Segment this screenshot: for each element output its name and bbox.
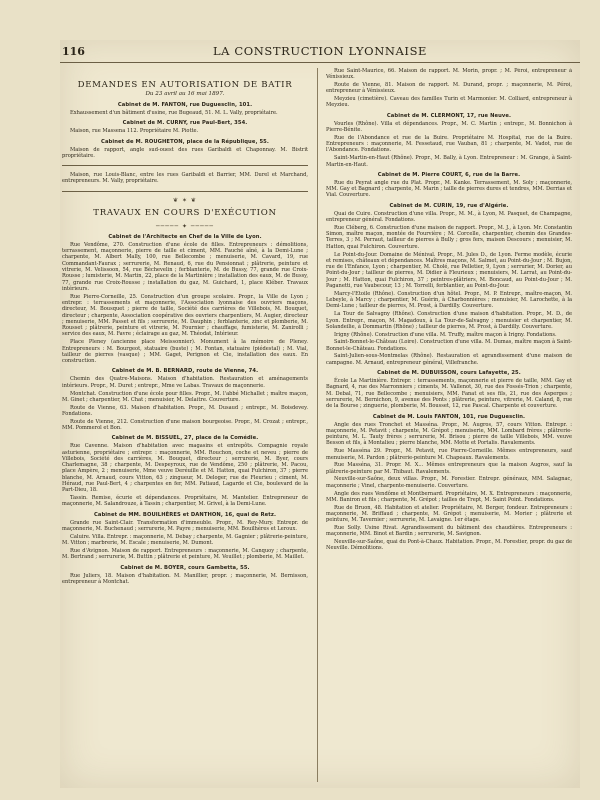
paragraph: Saint-Bonnet-le-Château (Loire). Construction d'une villa. M. Dumas, maître maçon à Saint-Bonnet-le-Château. Fondations. [326, 339, 572, 352]
paragraph: Tassin. Remise, écurie et dépendances. Propriétaire, M. Mantelier. Entrepreneur de maçonnerie, M. Salandrouze, à Tassin ; charpentier, M. Grivel, à la Demi-Lune. [62, 495, 308, 508]
paragraph: Route de Vienne, 212. Construction d'une maison bourgeoise. Propr., M. Crozat ; entrepr., MM. Pommerol et Bon. [62, 418, 308, 431]
cabinet-heading: Cabinet de M. CURIN, 19, rue d'Algérie. [389, 202, 509, 209]
paragraph: Rue Saint-Maurice, 66. Maison de rapport. M. Morin, propr. ; M. Péroi, entrepreneur à Vénissieux. [326, 68, 572, 81]
cabinet-heading: Cabinet de M. Louis FANTON, 101, rue Duguesclin. [372, 413, 526, 420]
ornament: ❦ ✶ ❦ [173, 196, 197, 204]
divider [62, 165, 308, 166]
paragraph: Angle des rues Vendôme et Montbernard. Propriétaire, M. X. Entrepreneurs : maçonnerie, MM. Baniron et fils ; charpente, M. Grépot ; tailles de Trept, M. Saint Point. Fondations. [326, 490, 572, 503]
ornament: ───── ✦ ───── [156, 222, 214, 230]
paragraph: Rue d'Avignon. Maison de rapport. Entrepreneurs : maçonnerie, M. Canquoy ; charpente, M. Bertrand ; serrurerie, M. Buttin ; plâtrerie et peinture, M. Veuillet ; plomberie, M. Maillet. [62, 547, 308, 561]
paragraph: École La Martinière. Entrepr. : terrassements, maçonnerie et pierre de taille, MM. Gay et Bagnard, 4, rue des Marronniers ; ciments, M. Vallenot, 30, rue des Fossés-Trion ; charpente, M. Debal, 71, rue Bellecombe ; menuisiers, MM. Fanat et ses fils, 21, rue des Asperges ; serrurerie, M. Bernichon, 9, avenue des Ponts ; plâtrerie, peinture, vitrerie, M. Caland, 8, rue de la Bourse ; zinguerie, plomberie, M. Bousset, 12, rue Pascal. Charpente et couverture. [326, 378, 572, 410]
left-column [62, 68, 308, 788]
cabinet-heading: Cabinet de M. B. BERNARD, route de Vienne, 74. [111, 368, 259, 375]
paragraph: Montchat. Construction d'une école pour filles. Propr., M. l'abbé Michallet ; maître maçon, M. Ginet ; charpentier, M. Chat ; menuisier, M. Delaitre. Couverture. [62, 390, 308, 403]
paragraph: Vourles (Rhône). Villa et dépendances. Propr., M. C. Martin ; entrepr., M. Bonnichon à Pierre-Bénite. [326, 120, 572, 134]
cabinet-heading: Cabinet de M. BOYER, cours Gambetta, 55. [120, 564, 250, 571]
paragraph: Place Pleney (ancienne place Meissonnier). Monument à la mémoire de Pleney. Entrepreneurs : M. Bourgeot, statuaire (buste) ; M. Fontan, statuaire (piédestal) ; M. Vial, tailleur de pierres (vasque) ; MM. Gaget, Perignon et Cie, installation des eaux. En construction. [62, 339, 308, 365]
paragraph: Marcy-l'Etoile (Rhône). Construction d'un hôtel. Propr., M. P. Entrepr., maître-maçon, M. Lebeyle, à Marcy ; charpentier, M. Guérin, à Charbonnières ; menuisier, M. Larochette, à la Demi-Lune ; tailleur de pierres, M. Prost, à Dardilly. Couverture. [326, 290, 572, 310]
page-number: 116 [62, 45, 85, 58]
paragraph: Rue Cavenne. Maison d'habitation avec magasins et entrepôts. Compagnie royale asturienne, propriétaire ; entrepr. : maçonnerie, MM. Rouchon, coche et neveu ; pierre de Villebois, Société des carrières, M. Bouquet, directeur ; serrurerie, M. Byer, cours Charlemagne, 38 ; charpente, M. Despeyroux, rue de Vendôme, 250 ; plâtrerie, M. Pacou, place Ampère, 2 ; menuiserie, Mme veuve Deréuille et M. Hatton, quai Fulchiron, 37 ; pierre blanche, M. Arnaud, cours Vitton, 63 ; zingueur, M. Deloger, rue de Fleurieu ; ciment, M. Héraud, rue Paul-Bert, 4 ; charpentes en fer, MM. Patiaud, Lagarde et Cie, boulevard de la Part-Dieu, 18. [62, 443, 308, 494]
paragraph: Rue Vendôme, 270. Construction d'une école de filles. Entrepreneurs : démolitions, terrassement, maçonnerie, pierre de taille et ciment, MM. Fauché aîné, à la Demi-Lune ; charpente, M. Albert Mally, 100, rue Bellecombe ; menuiserie, M. Cavard, 19, rue Commandant-Faurax ; serrurerie, M. Renaud, 6, rue du Pensionnat ; plâtrerie, peinture et vitrerie, M. Velissoon, 54, rue Bèchevelin ; ferblanterie, M. de Bussy, 77, grande rue Croix-Rousse ; lumisterie, M. Martin, 22, place de la Martinière ; installation des eaux, M. de Bussy, 77, grande rue Croix-Rousse ; installation du gaz, M. Guichard, 1, place Kléber. Travaux intérieurs. [62, 241, 308, 292]
paragraph: Rue Masséna, 31. Propr. M. X... Mêmes entrepreneurs que la maison Augros, sauf la plâtrerie-peinture par M. Thibaut. Ravalements. [326, 462, 572, 475]
cabinet-heading: Cabinet de M. DUBUISSON, cours Lafayette, 25. [377, 370, 521, 377]
section-title-permits: DEMANDES EN AUTORISATION DE BATIR [77, 80, 293, 90]
cabinet-heading: Cabinet de M. FANTON, rue Duguesclin, 101. [117, 102, 253, 108]
paragraph: Grande rue Saint-Clair. Transformation d'immeuble. Propr., M. Rey-Mury. Entrepr. de maçonnerie, M. Buchenaud ; serrurerie, M. Payre ; menuiserie, MM. Bouilhères et Leroux. [62, 519, 308, 533]
cabinet-heading: Cabinet de MM. BOUILHÈRES et DANTHON, 16, quai de Retz. [93, 511, 277, 518]
paragraph: Saint-Julien-sous-Montmelas (Rhône). Restauration et agrandissement d'une maison de campagne. M. Arnaud, entrepreneur général, Villefranche. [326, 353, 572, 366]
cabinet-heading: Cabinet de M. ROUGHETON, place de la République, 55. [101, 138, 269, 145]
cabinet-heading: Cabinet de M. Pierre COURT, 6, rue de la Barre. [377, 171, 521, 178]
paragraph: Rue Masséna 29. Propr., M. Petavit, rue Pierre-Corneille. Mêmes entrepreneurs, sauf menuiserie, M. Pardon ; plâtrerie-peinture M. Chapeaux. Ravalements. [326, 448, 572, 461]
paragraph: Le Point-du-Jour. Domaine de Ménival. Propr., M. Jules D., de Lyon. Ferme modèle, écurie et remises, châteaux et dépendances. Maîtres maçons, M. Salmet, au Point-du-Jour ; M. Bujon, rue de l'Enfance, Lyon ; charpentier, M. Cholé, rue Pelletier, 9, Lyon ; serrurier, M. Dorier, au Point-du-Jour ; tailleur de pierres, M. Didier à Fleurieux ; menuisiers, M. Larrat, au Point-du-Jour ; M. Hatton, quai Fulchiron, 37 ; peintres-plâtriers, M. Boncaud, au Point-du-Jour ; M. Paganetti, rue Vaubecour, 13 ; M. Torrelli, ferblantier, au Point-du-Jour. [326, 251, 572, 290]
paragraph: Rue Cléberg, 6. Construction d'une maison de rapport. Propr., M. J., à Lyon. Mr. Constantin Simon, maître maçon, montée de Fourvière ; M. Corcelle, charpentier, chemin des Grandes-Terres, 3 ; M. Perraut, tailleur de pierres à Bully ; gros fers, maison Descours ; menuisier, M. Hatton, quai Fulchiron. Couverture. [326, 224, 572, 250]
paragraph: Rue de l'Abondance et rue de la Buire. Propriétaire M. Hospital, rue de la Buire. Entrepreneurs : maçonnerie, M. Fessetaud, rue Vauban, 81 ; charpente, M. Vadot, rue de l'Abondance. Fondations. [326, 134, 572, 154]
paragraph: Maison de rapport, angle sud-ouest des rues Garibaldi et Chaponnay. M. Bistrit propriétaire. [62, 146, 308, 159]
paragraph: Rue Juliers, 18. Maison d'habitation. M. Manillier, propr. ; maçonnerie, M. Bernisson, entrepreneur à Montchat. [62, 572, 308, 585]
paragraph: Rue Solly. Usine Rivat. Agrandissement du bâtiment des chaudières. Entrepreneurs : maçonnerie, MM. Binot et Bardin ; serrurerie, M. Savignon. [326, 525, 572, 538]
cabinet-heading: Cabinet de M. BISSUEL, 27, place de la Comédie. [111, 435, 259, 442]
cabinet-heading: Cabinet de l'Architecte en Chef de la Ville de Lyon. [108, 233, 262, 240]
divider [62, 191, 308, 192]
paragraph: Route de Vienne, 63. Maison d'habitation. Propr., M. Dusaud ; entrepr., M. Boisdevey. Fondations. [62, 404, 308, 417]
paragraph: Rue du Peyrat angle rue du Plat. Propr., M. Kanke. Terrassement, M. Soly ; maçonnerie, MM. Gay et Bagnard ; charpente, M. Marin ; taille de pierres dures et tendres, MM. Derrias et Vial. Couverture. [326, 179, 572, 199]
paragraph: Angle des rues Tronchet et Masséna. Propr., M. Augros, 57, cours Vitton. Entrepr. : maçonnerie, M. Petavit ; charpente, M. Grépot ; menuiserie, MM. Lombard frères ; plâtrerie-peinture, M. L. Tauty frères ; serrurerie, M. Brisou ; pierre de taille Villebois, MM. veuve Besson et fils, à Montalieu ; pierre blanche, MM. Motte et Portalis. Ravalements. [326, 421, 572, 447]
paragraph: Neuville-sur-Saône, quai du Pont-à-Chaux. Habitation. Propr., M. Forestier, propr. du gaz de Neuville. Démolitions. [326, 539, 572, 552]
right-column [326, 68, 572, 788]
cabinet-heading: Cabinet de M. CURNY, rue Paul-Bert, 354. [122, 120, 248, 127]
paragraph: Maison, rue Louis-Blanc, entre les rues Garibaldi et Barrier, MM. Durel et Marchand, entrepreneurs. M. Vally, propriétaire. [62, 172, 308, 185]
page-header [60, 40, 580, 63]
paragraph: Irigny (Rhône). Construction d'une villa. M. Truffy, maître maçon à Irigny. Fondations. [334, 331, 557, 338]
paragraph: Quai de Cuire. Construction d'une villa. Propr., M. M., à Lyon, M. Pasquet, de Champagne, entrepreneur général. Fondations. [326, 210, 572, 224]
paragraph: Caluire. Villa. Entrepr. : maçonnerie, M. Debay ; charpente, M. Gagnier ; plâtrerie-peinture, M. Vitton ; marbrerie, M. Escale ; menuiserie, M. Dumont. [62, 533, 308, 547]
running-title: LA CONSTRUCTION LYONNAISE [212, 44, 428, 58]
paragraph: Neuville-sur-Saône, deux villas. Propr., M. Forestier. Entrepr. généraux, MM. Salagnac, maçonnerie ; Vinel, charpente-menuiserie. Couverture. [326, 476, 572, 489]
paragraph: Meyzieu (cimetière). Caveau des familles Turin et Marmonier. M. Colliard, entrepreneur à Meyzieu. [326, 96, 572, 109]
section-title-works: TRAVAUX EN COURS D'EXÉCUTION [93, 207, 277, 218]
section-subtitle-permits: Du 23 avril au 16 mai 1897. [145, 91, 225, 97]
document-page [60, 40, 580, 788]
paragraph: Exhaussement d'un bâtiment d'usine, rue Bugeaud, 51. M. L. Vally, propriétaire. [70, 110, 278, 116]
paragraph: Saint-Martin-en-Haut (Rhône). Propr., M. Bally, à Lyon. Entrepreneur : M. Grange, à Saint-Martin-en-Haut. [326, 155, 572, 168]
cabinet-heading: Cabinet de M. CLERMONT, 17, rue Neuve. [386, 112, 512, 119]
paragraph: Chemin des Quatre-Maisons. Maison d'habitation. Restauration et aménagements intérieurs. Propr., M. Duret ; entrepr., Mme ve Labas. Travaux de maçonnerie. [62, 376, 308, 389]
paragraph: La Tour de Salvagny (Rhône). Construction d'une maison d'habitation. Propr., M. D., de Lyon. Entrepr., maçon, M. Magadoux, à La Tour-de-Salvagny ; menuisier et charpentier, M. Solandeilie, à Dommartin (Rhône) ; tailleur de pierres, M. Prost, à Dardilly. Couverture. [326, 311, 572, 330]
paragraph: Rue de Bruon, 48. Habitation et atelier. Propriétaire, M. Berger, fondeur. Entrepreneurs : maçonnerie, M. Briffaud ; charpente, M. Grépot ; menuiserie, M. Morier ; plâtrerie et peinture, M. Tavernier ; serrurerie, M. Lavaigne. 1er étage. [326, 504, 572, 524]
paragraph: Route de Vienne, 81. Maison de rapport. M. Durand, propr. ; maçonnerie, M. Péroi, entrepreneur à Vénissieux. [326, 82, 572, 95]
column-rule [317, 68, 318, 782]
paragraph: Maison, rue Massena 112. Propriétaire M. Piotte. [70, 128, 199, 135]
paragraph: Rue Pierre-Corneille, 25. Construction d'un groupe scolaire. Propr., la Ville de Lyon ; entrepr. : terrassements et maçonnerie, l'Association lyonnaise des ouvriers maçons, directeur, M. Bousquet ; pierre de taille, Société des carrières de Villebois, M. Bouquet, directeur ; charpente, Association coopérative des ouvriers charpentiers, M. Augier, directeur ; menuiserie, MM. Passet et fils ; serrurerie, M. Dauphin ; ferblanterie, zinc et plomberie, M. Rousset ; plâtrerie, peinture et vitrerie, M. Fournier ; chauffage, fumisterie, M. Zanirolli ; service des eaux, M. Favre ; éclairage au gaz, M. Théodat, Intérieur. [62, 293, 308, 338]
